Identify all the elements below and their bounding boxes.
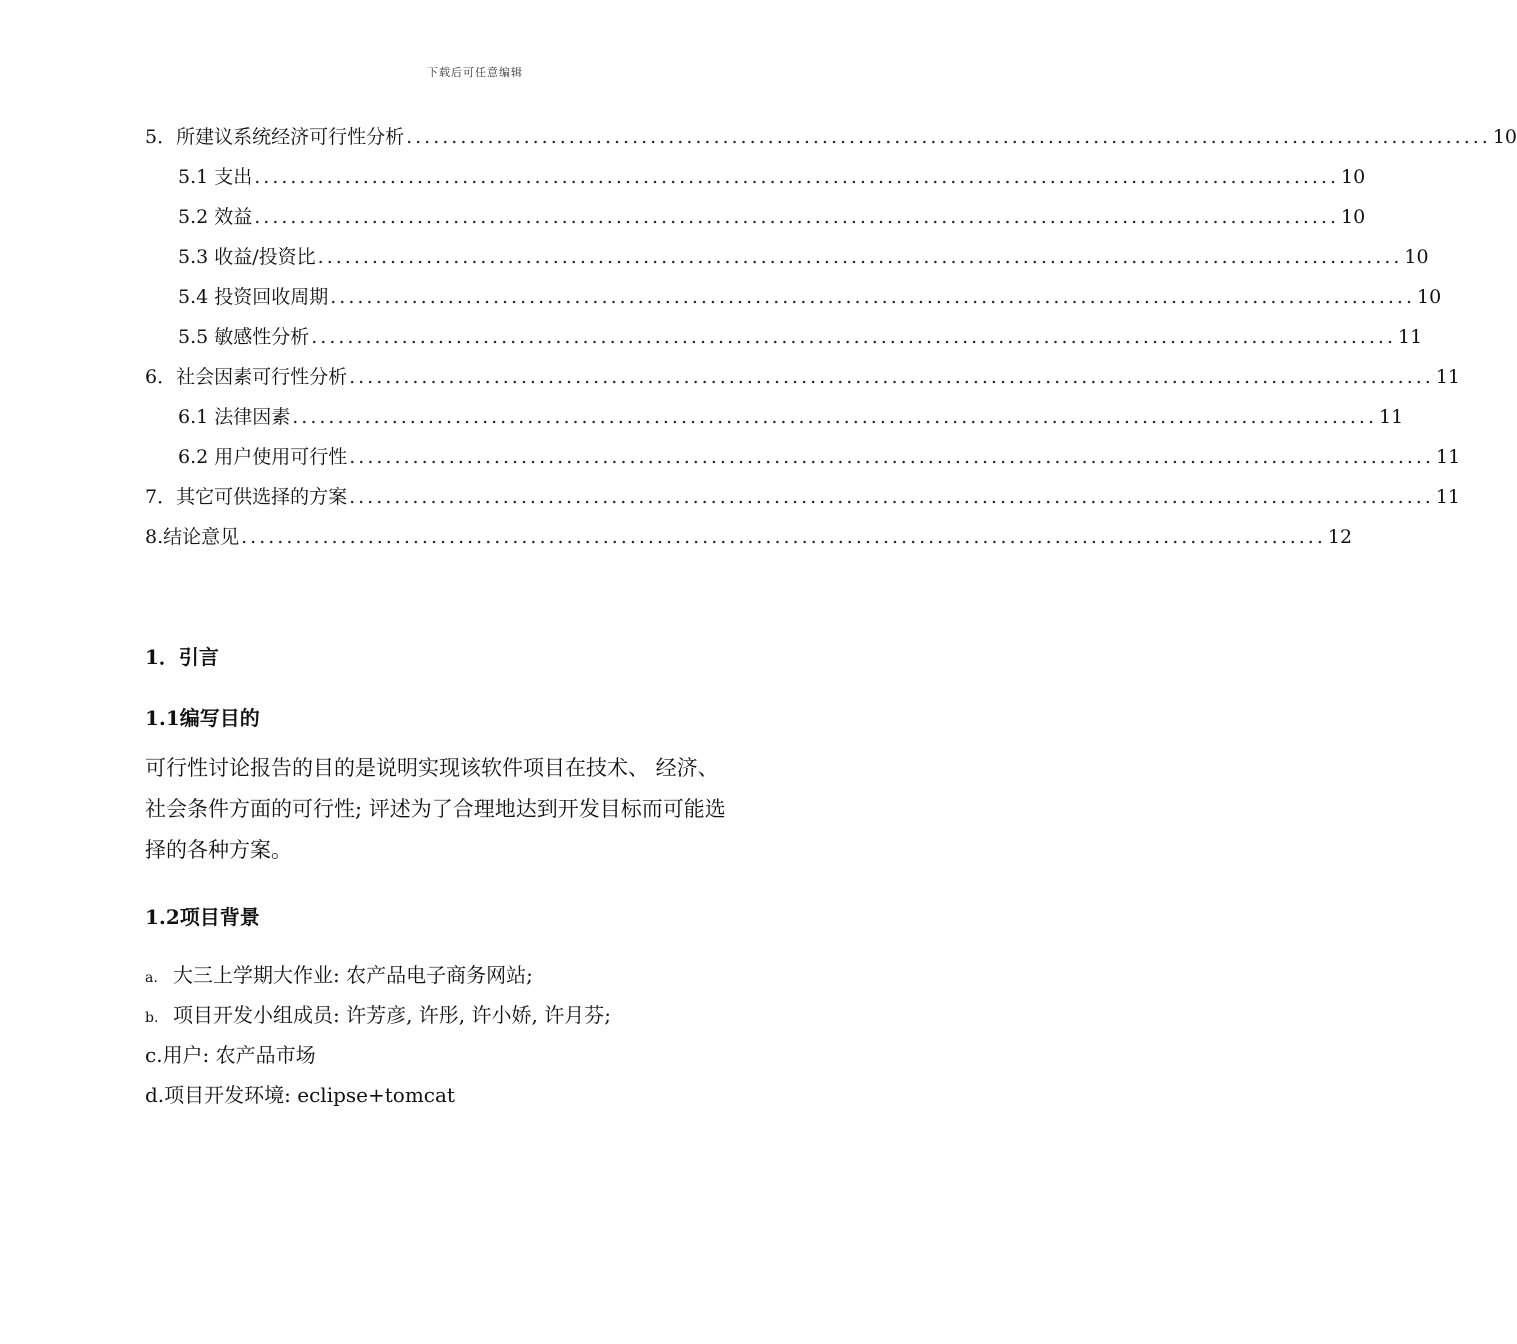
toc-entry[interactable] bbox=[145, 440, 1461, 480]
list-item bbox=[145, 955, 825, 995]
list-marker: c. bbox=[145, 1043, 163, 1067]
toc-leader-dots: ........................................................................................................................ bbox=[406, 126, 1491, 148]
toc-entry[interactable] bbox=[145, 320, 1423, 360]
list-item-text: 用户: 农产品市场 bbox=[162, 1043, 316, 1067]
list-item-text: 大三上学期大作业: 农产品电子商务网站; bbox=[173, 963, 533, 987]
toc-entry[interactable] bbox=[145, 400, 1404, 440]
toc-entry-page: 10 bbox=[1492, 126, 1517, 148]
toc-entry[interactable] bbox=[145, 280, 1442, 320]
toc-leader-dots: ........................................................................................................................ bbox=[292, 406, 1378, 428]
toc-entry[interactable] bbox=[145, 520, 1353, 560]
paragraph-line: 社会条件方面的可行性; 评述为了合理地达到开发目标而可能选 bbox=[145, 797, 726, 821]
toc-entry-label: 5.3 收益/投资比 bbox=[178, 246, 316, 268]
toc-entry-page: 10 bbox=[1404, 246, 1429, 268]
toc-entry-label: 5.4 投资回收周期 bbox=[178, 286, 329, 308]
list-item-text: 项目开发环境: eclipse+tomcat bbox=[164, 1083, 455, 1107]
toc-leader-dots: ........................................................................................................................ bbox=[311, 326, 1397, 348]
list-marker: b. bbox=[145, 1010, 159, 1026]
list-item-text: 项目开发小组成员: 许芳彦, 许彤, 许小娇, 许月芬; bbox=[173, 1003, 611, 1027]
toc-leader-dots: ........................................................................................................................ bbox=[349, 366, 1434, 388]
background-list bbox=[145, 955, 825, 1115]
toc-entry[interactable] bbox=[145, 240, 1429, 280]
table-of-contents bbox=[145, 120, 1517, 560]
toc-entry-label: 8.结论意见 bbox=[145, 526, 240, 548]
toc-entry-label: 5．所建议系统经济可行性分析 bbox=[145, 126, 405, 148]
toc-entry-label: 6．社会因素可行性分析 bbox=[145, 366, 348, 388]
toc-entry-page: 11 bbox=[1435, 486, 1461, 508]
toc-leader-dots: ........................................................................................................................ bbox=[330, 286, 1416, 308]
toc-entry-label: 7．其它可供选择的方案 bbox=[145, 486, 348, 508]
subsection-heading-background: 1.2项目背景 bbox=[145, 905, 260, 929]
list-item bbox=[145, 1075, 825, 1115]
toc-entry-label: 5.5 敏感性分析 bbox=[178, 326, 310, 348]
toc-entry-page: 11 bbox=[1398, 326, 1423, 348]
toc-entry-label: 6.1 法律因素 bbox=[178, 406, 291, 428]
toc-leader-dots: ........................................................................................................................ bbox=[317, 246, 1403, 268]
toc-leader-dots: ........................................................................................................................ bbox=[241, 526, 1326, 548]
section-heading: 1．引言 bbox=[145, 645, 219, 669]
toc-leader-dots: ........................................................................................................................ bbox=[349, 446, 1435, 468]
list-marker: a. bbox=[145, 970, 158, 986]
toc-entry-label: 5.1 支出 bbox=[178, 166, 253, 188]
toc-entry-page: 11 bbox=[1436, 446, 1461, 468]
purpose-paragraph bbox=[145, 748, 805, 871]
toc-entry[interactable] bbox=[145, 200, 1366, 240]
toc-entry[interactable] bbox=[145, 120, 1517, 160]
toc-leader-dots: ........................................................................................................................ bbox=[254, 166, 1340, 188]
toc-entry[interactable] bbox=[145, 480, 1461, 520]
toc-entry-page: 11 bbox=[1379, 406, 1404, 428]
toc-entry[interactable] bbox=[145, 160, 1366, 200]
page-header: 下载后可任意编辑 bbox=[427, 66, 523, 79]
paragraph-line: 可行性讨论报告的目的是说明实现该软件项目在技术、 经济、 bbox=[145, 756, 719, 780]
toc-entry-page: 11 bbox=[1435, 366, 1461, 388]
toc-leader-dots: ........................................................................................................................ bbox=[349, 486, 1434, 508]
document-body bbox=[145, 630, 825, 1115]
toc-entry-label: 6.2 用户使用可行性 bbox=[178, 446, 348, 468]
subsection-heading-purpose: 1.1编写目的 bbox=[145, 706, 260, 730]
toc-entry-page: 10 bbox=[1341, 206, 1366, 228]
toc-entry-label: 5.2 效益 bbox=[178, 206, 253, 228]
toc-entry-page: 12 bbox=[1327, 526, 1353, 548]
list-marker: d. bbox=[145, 1083, 165, 1107]
toc-leader-dots: ........................................................................................................................ bbox=[254, 206, 1340, 228]
toc-entry-page: 10 bbox=[1417, 286, 1442, 308]
list-item bbox=[145, 995, 825, 1035]
list-item bbox=[145, 1035, 825, 1075]
toc-entry-page: 10 bbox=[1341, 166, 1366, 188]
paragraph-line: 择的各种方案。 bbox=[145, 838, 292, 862]
toc-entry[interactable] bbox=[145, 360, 1461, 400]
